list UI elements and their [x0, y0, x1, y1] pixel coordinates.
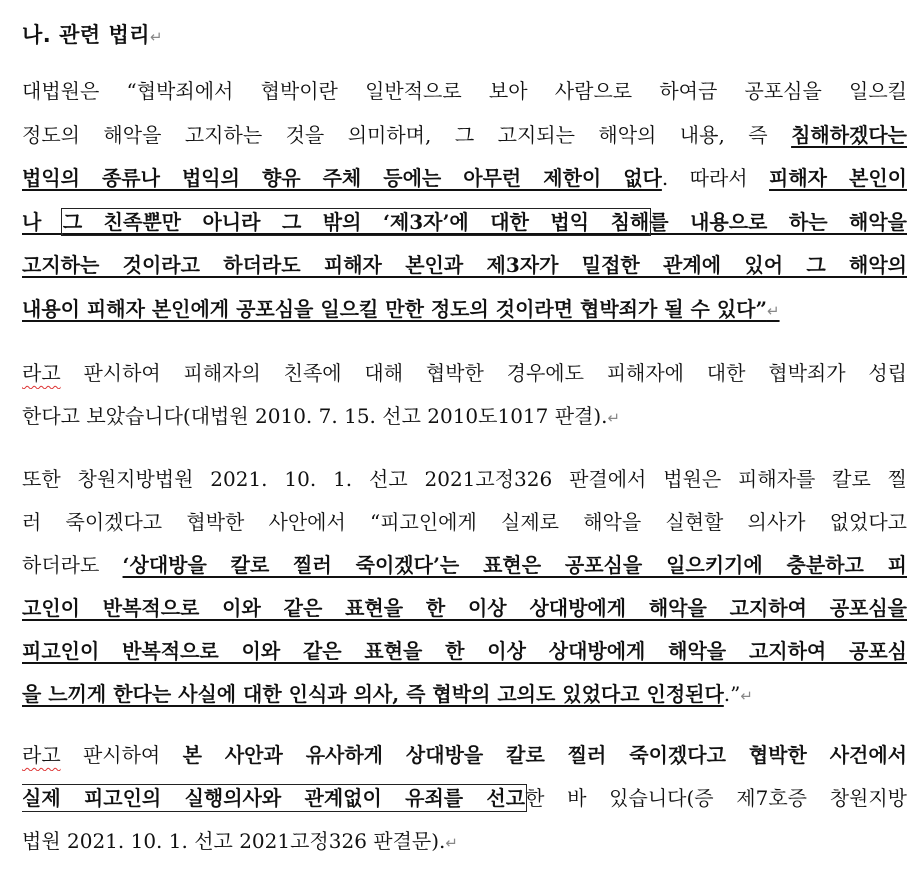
p4-line-2: 실제 피고인의 실행의사와 관계없이 유죄를 선고한 바 있습니다(증 제7호증 창원지방: [22, 786, 907, 810]
p1-line-4: 나 그 친족뿐만 아니라 그 밖의 ‘제3자’에 대한 법익 침해를 내용으로 하는 해악을: [22, 210, 907, 234]
p1-line-5: 고지하는 것이라고 하더라도 피해자 본인과 제3자가 밀접한 관계에 있어 그 해악의: [22, 253, 907, 277]
boxed-phrase: 그 친족뿐만 아니라 그 밖의 ‘제3자’에 대한 법익 침해: [62, 210, 650, 234]
boxed-phrase: 실제 피고인의 실행의사와 관계없이 유죄를 선고: [22, 786, 526, 810]
p1-line-1: 대법원은 “협박죄에서 협박이란 일반적으로 보아 사람으로 하여금 공포심을 일으킬: [22, 79, 907, 103]
p1-line-3: 법익의 종류나 법익의 향유 주체 등에는 아무런 제한이 없다. 따라서 피해자 본인이: [22, 166, 907, 190]
p1-line-6: 내용이 피해자 본인에게 공포심을 일으킬 만한 정도의 것이라면 협박죄가 될 수 있다”↵: [22, 297, 780, 321]
section-heading: 나. 관련 법리↵: [22, 23, 164, 47]
p3-line-6: 을 느끼게 한다는 사실에 대한 인식과 의사, 즉 협박의 고의도 있었다고 인정된다.”↵: [22, 682, 753, 706]
paragraph-mark-icon: ↵: [445, 834, 458, 852]
p3-line-2: 러 죽이겠다고 협박한 사안에서 “피고인에게 실제로 해악을 실현할 의사가 없었다고: [22, 510, 907, 534]
p3-line-4: 고인이 반복적으로 이와 같은 표현을 한 이상 상대방에게 해악을 고지하여 공포심을: [22, 596, 907, 620]
paragraph-mark-icon: ↵: [607, 409, 621, 427]
paragraph-mark-icon: ↵: [766, 302, 780, 320]
p2-line-1: 라고 판시하여 피해자의 친족에 대해 협박한 경우에도 피해자에 대한 협박죄가 성립: [22, 361, 907, 385]
p3-line-1: 또한 창원지방법원 2021. 10. 1. 선고 2021고정326 판결에서 법원은 피해자를 칼로 찔: [22, 467, 907, 491]
p2-line-2: 한다고 보았습니다(대법원 2010. 7. 15. 선고 2010도1017 판결).↵: [22, 404, 621, 428]
paragraph-mark-icon: ↵: [150, 28, 164, 46]
p3-line-3: 하더라도 ‘상대방을 칼로 찔러 죽이겠다’는 표현은 공포심을 일으키기에 충분하고 피: [22, 553, 907, 577]
paragraph-mark-icon: ↵: [740, 687, 753, 705]
p1-emphasis: 침해하겠다는: [791, 123, 907, 147]
p4-line-3: 법원 2021. 10. 1. 선고 2021고정326 판결문).↵: [22, 829, 458, 853]
p4-line-1: 라고 판시하여 본 사안과 유사하게 상대방을 칼로 찔러 죽이겠다고 협박한 사건에서: [22, 743, 907, 767]
p3-line-5: 피고인이 반복적으로 이와 같은 표현을 한 이상 상대방에게 해악을 고지하여 공포심: [22, 639, 907, 663]
p1-line-2: 정도의 해악을 고지하는 것을 의미하며, 그 고지되는 해악의 내용, 즉 침해하겠다는: [22, 123, 907, 147]
